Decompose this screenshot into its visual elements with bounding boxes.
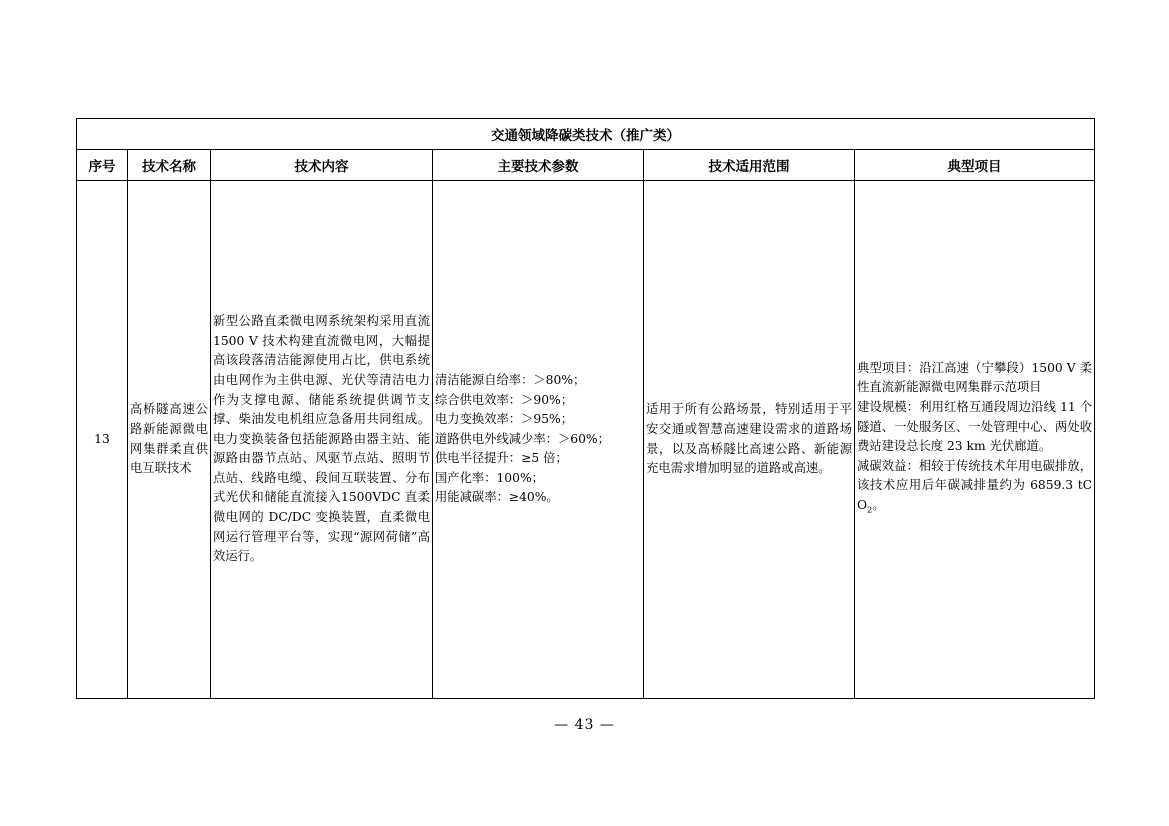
typical-project-cell bbox=[855, 181, 1095, 699]
header-params: 主要技术参数 bbox=[433, 150, 644, 181]
header-no: 序号 bbox=[77, 150, 128, 181]
param-line: 道路供电外线减少率：＞60%； bbox=[435, 431, 610, 446]
param-line: 综合供电效率：＞90%； bbox=[435, 392, 574, 407]
tech-name-cell bbox=[128, 181, 211, 699]
row-number bbox=[77, 181, 128, 699]
header-name: 技术名称 bbox=[128, 150, 211, 181]
param-line: 电力变换效率：＞95%； bbox=[435, 412, 574, 427]
table-title: 交通领域降碳类技术（推广类） bbox=[77, 119, 1095, 150]
header-scope: 技术适用范围 bbox=[644, 150, 855, 181]
header-project: 典型项目 bbox=[855, 150, 1095, 181]
tech-content: 新型公路直柔微电网系统架构采用直流 1500 V 技术构建直流微电网，大幅提高该段落清洁能源使用占比，供电系统由电网作为主供电源、光伏等清洁电力作为支撑电源、储能系统提供调节支撑、柴油发电机组应急备用共同组成。电力变换装备包括能源路由器主站、能源路由器节点站、风驱节点站、照明节点站、线路电缆、段间互联装置、分布式光伏和储能直流接入1500VDC 直柔微电网的 DC/DC 变换装置，直柔微电网运行管理平台等，实现“源网荷储”高效运行。 bbox=[213, 314, 430, 564]
tech-scope-cell bbox=[644, 181, 855, 699]
tech-content-cell bbox=[211, 181, 433, 699]
table-row bbox=[77, 181, 1095, 699]
project-benefit bbox=[857, 457, 1092, 520]
co2-subscript: 2 bbox=[867, 505, 873, 515]
tech-name: 高桥隧高速公路新能源微电网集群柔直供电互联技术 bbox=[130, 402, 208, 476]
param-line: 供电半径提升：≥5 倍； bbox=[435, 451, 568, 466]
param-line: 用能减碳率：≥40%。 bbox=[435, 490, 559, 505]
param-line: 清洁能源自给率：＞80%； bbox=[435, 372, 586, 387]
param-line: 国产化率：100%； bbox=[435, 470, 544, 485]
tech-scope: 适用于所有公路场景，特别适用于平安交通或智慧高速建设需求的道路场景，以及高桥隧比高速公路、新能源充电需求增加明显的道路或高速。 bbox=[646, 402, 852, 476]
typical-project bbox=[855, 359, 1094, 520]
row-number-text: 13 bbox=[94, 431, 110, 446]
project-title: 典型项目：沿江高速（宁攀段）1500 V 柔性直流新能源微电网集群示范项目 bbox=[857, 360, 1093, 395]
project-scale: 建设规模：利用红格互通段周边沿线 11 个隧道、一处服务区、一处管理中心、两处收费站建设总长度 23 km 光伏廊道。 bbox=[857, 400, 1093, 454]
tech-params bbox=[433, 371, 643, 508]
project-benefit-text: 减碳效益：相较于传统技术年用电碳排放，该技术应用后年碳减排量约为 6859.3 tCO bbox=[857, 458, 1093, 513]
tech-params-cell bbox=[433, 181, 644, 699]
page-number: — 43 — bbox=[554, 717, 615, 733]
header-content: 技术内容 bbox=[211, 150, 433, 181]
tech-table bbox=[76, 118, 1095, 699]
project-benefit-end: 。 bbox=[872, 498, 885, 513]
